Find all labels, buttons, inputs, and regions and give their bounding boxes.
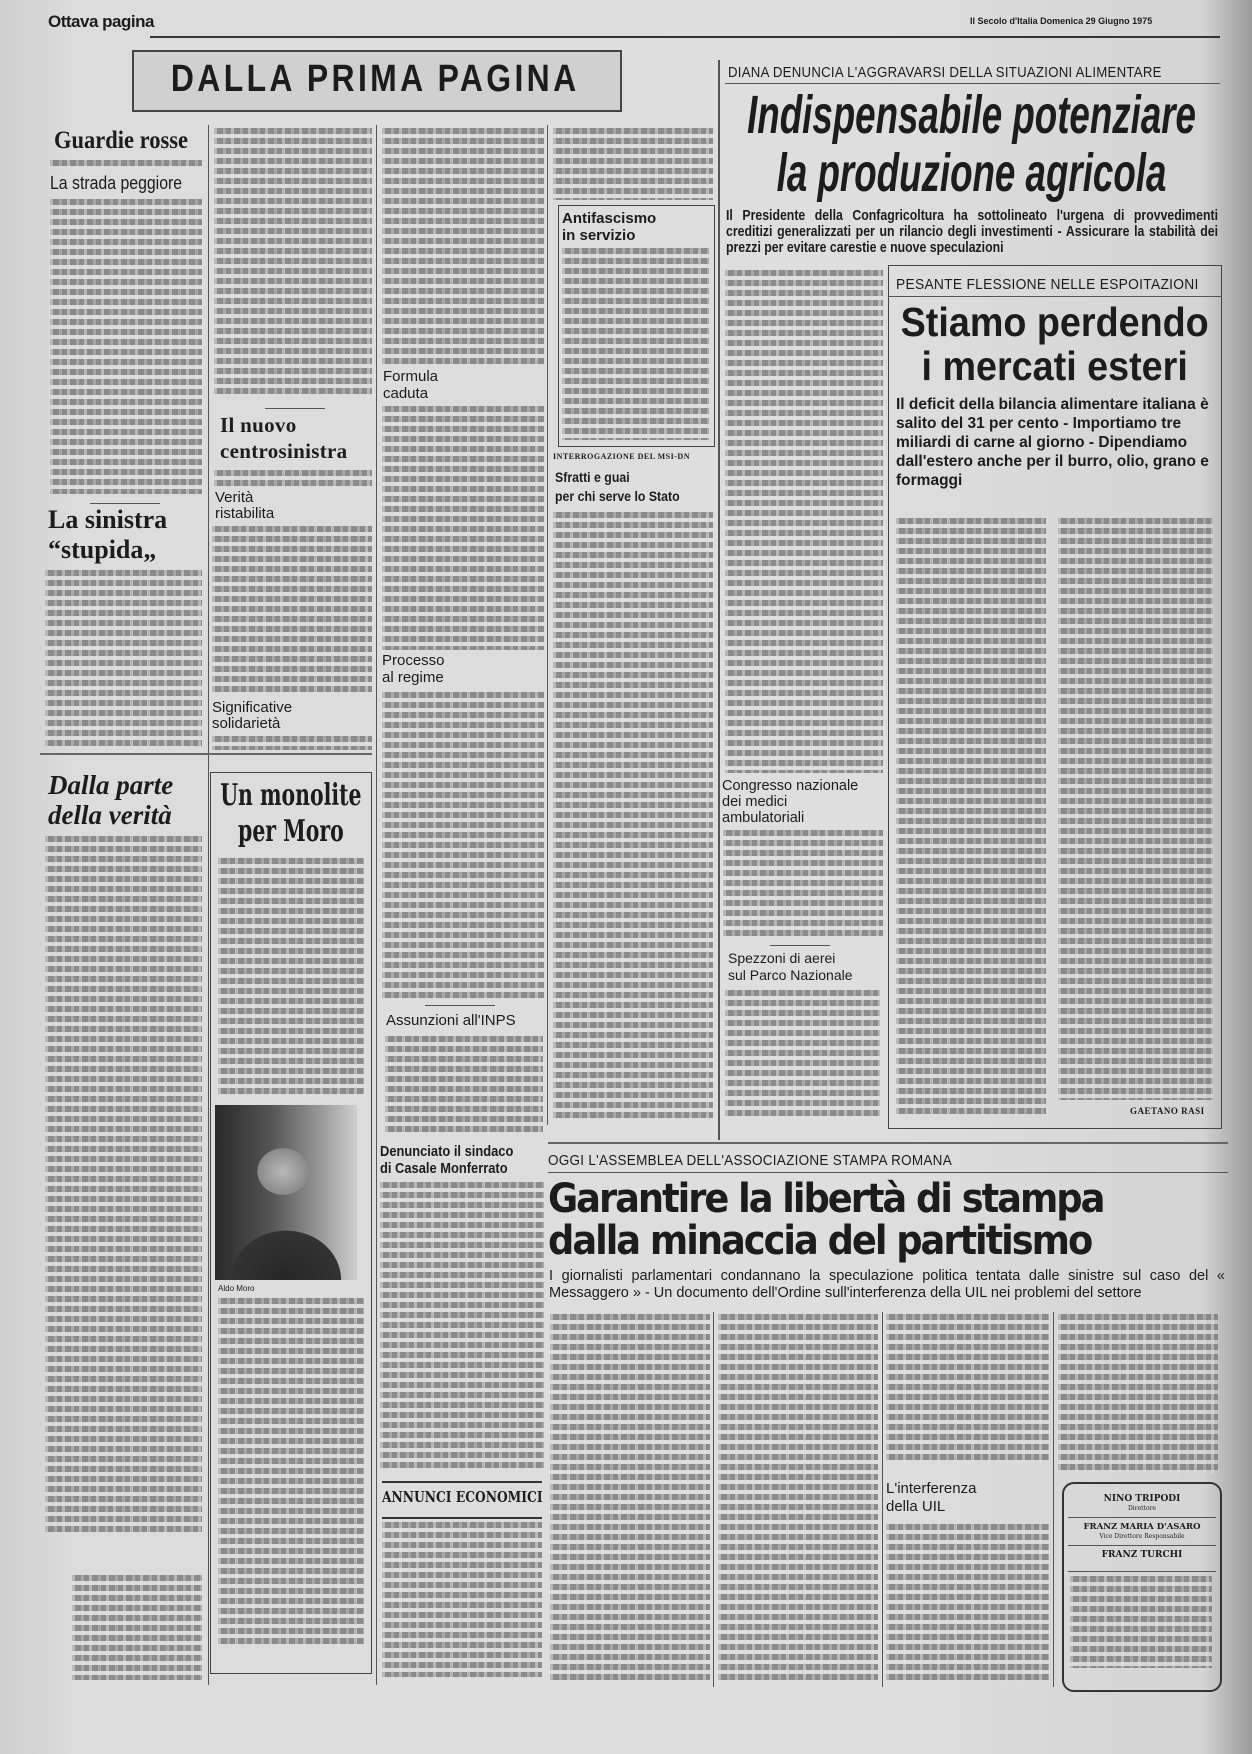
- kicker-diana: DIANA DENUNCIA L'AGGRAVARSI DELLA SITUAZIONI ALIMENTARE: [728, 64, 1162, 81]
- headline-line: della verità: [48, 800, 172, 830]
- article-body-text: [382, 692, 544, 1000]
- kicker-pesante-flessione: PESANTE FLESSIONE NELLE ESPOITAZIONI: [896, 276, 1199, 293]
- lede-press: I giornalisti parlamentari condannano la speculazione politica tentata dalle sinistre sul caso del « Messaggero » - Un documento dell'Ordine sull'interferenza della UIL nei problemi del settore: [549, 1268, 1225, 1301]
- subheading-line: caduta: [383, 385, 429, 402]
- headline-line: Spezzoni di aerei: [728, 950, 836, 966]
- director-name: NINO TRIPODI: [1103, 1494, 1181, 1504]
- co-director-name: FRANZ TURCHI: [1101, 1550, 1183, 1560]
- classifieds-heading: ANNUNCI ECONOMICI: [382, 1488, 543, 1506]
- section-rule: [40, 753, 372, 755]
- article-body-text: [725, 270, 883, 773]
- subheading-interferenza-uil: [886, 1480, 976, 1516]
- headline-line: La sinistra: [48, 505, 168, 534]
- divider: [770, 945, 830, 946]
- headline-line: in servizio: [562, 227, 636, 244]
- article-body-text: [212, 736, 372, 750]
- column-rule: [376, 125, 377, 1685]
- subheading-strada-peggiore: La strada peggiore: [50, 173, 183, 193]
- headline-line: Indispensabile potenziare: [747, 85, 1196, 145]
- headline-line: per Moro: [238, 814, 344, 849]
- headline-line: Garantire la libertà di stampa: [548, 1176, 1104, 1222]
- headline-guardie-rosse: Guardie rosse: [54, 127, 188, 154]
- headline-sfratti: [555, 468, 680, 506]
- headline-dalla-parte: [48, 770, 173, 830]
- headline-spezzoni: [728, 950, 853, 984]
- headline-line: Il nuovo: [220, 413, 297, 437]
- article-body-text: [886, 1524, 1049, 1684]
- paper-date: Il Secolo d'Italia Domenica 29 Giugno 1975: [970, 16, 1153, 26]
- photo-caption: Aldo Moro: [218, 1284, 255, 1293]
- editorial-credits-box: [1062, 1482, 1222, 1692]
- subheading-solidarieta: [212, 700, 292, 732]
- lede-agriculture: Il Presidente della Confagricoltura ha sottolineato l'urgena di provvedimenti creditizi generalizzati per un rilancio degli investimenti - Assicurare la stabilità dei prezzi per evitare carestie e nuove speculazioni: [726, 207, 1218, 256]
- article-body-text: [718, 1314, 878, 1684]
- vice-director-name: FRANZ MARIA D'ASARO: [1083, 1522, 1201, 1532]
- headline-line: la produzione agricola: [776, 143, 1167, 203]
- headline-line: ambulatoriali: [722, 810, 805, 826]
- article-body-text: [380, 1182, 544, 1470]
- subheading-processo-regime: [382, 652, 445, 686]
- headline-line: Dalla parte: [48, 770, 174, 800]
- headline-sinistra-stupida: [48, 505, 167, 565]
- headline-line: sul Parco Nazionale: [728, 967, 853, 983]
- subheading-line: ristabilita: [215, 505, 275, 522]
- subheading-line: solidarietà: [212, 715, 281, 732]
- column-rule: [718, 60, 720, 1140]
- headline-antifascismo: [562, 210, 656, 244]
- divider: [1068, 1571, 1216, 1572]
- article-body-text: [725, 990, 880, 1118]
- headline-line: Stiamo perdendo: [900, 299, 1209, 345]
- kicker-interrogazione: INTERROGAZIONE DEL MSI-DN: [553, 452, 690, 461]
- subheading-line: L'interferenza: [886, 1480, 977, 1497]
- subheading-line: al regime: [382, 669, 444, 686]
- article-body-text: [550, 1314, 710, 1684]
- headline-casale-monferrato: [380, 1143, 513, 1177]
- subheading-verita: [215, 490, 274, 522]
- article-body-text: [212, 526, 372, 694]
- article-body-text: [218, 858, 364, 1096]
- column-rule: [1053, 1312, 1054, 1687]
- article-body-text: [382, 128, 544, 364]
- article-body-text: [553, 128, 713, 200]
- divider: [725, 83, 1220, 84]
- classified-ads-text: [382, 1522, 542, 1677]
- article-body-text: [45, 836, 202, 1533]
- author-signature: GAETANO RASI: [1130, 1106, 1205, 1116]
- article-body-text: [218, 1298, 364, 1648]
- headline-line: centrosinistra: [220, 439, 348, 463]
- headline-stiamo-perdendo: [890, 300, 1219, 388]
- article-body-text: [214, 470, 372, 486]
- divider: [548, 1172, 1228, 1173]
- headline-line: Un monolite: [220, 778, 362, 813]
- article-body-text: [72, 1575, 202, 1680]
- section-rule: [548, 1142, 1228, 1144]
- headline-line: dei medici: [722, 794, 788, 810]
- article-body-text: [723, 830, 883, 940]
- subheading-line: della UIL: [886, 1498, 946, 1515]
- banner-title: DALLA PRIMA PAGINA: [170, 58, 580, 100]
- article-body-text: [1058, 1314, 1218, 1474]
- headline-assunzioni-inps: Assunzioni all'INPS: [386, 1012, 516, 1029]
- headline-line: dalla minaccia del partitismo: [548, 1218, 1092, 1264]
- headline-line: Antifascismo: [562, 210, 657, 227]
- page-label: Ottava pagina: [48, 12, 154, 31]
- article-body-text: [1058, 518, 1213, 1100]
- headline-monolite-moro: [212, 778, 370, 850]
- article-body-text: [553, 512, 713, 1120]
- column-rule: [547, 125, 548, 1125]
- subheading-line: Significative: [212, 699, 293, 716]
- vice-director-role: Vice Direttore Responsabile: [1099, 1533, 1185, 1540]
- headline-nuovo-centrosinistra: [220, 412, 347, 464]
- headline-line: “stupida„: [48, 535, 157, 564]
- headline-congresso: [722, 778, 858, 826]
- headline-line: Congresso nazionale: [722, 778, 859, 794]
- article-body-text: [886, 1314, 1049, 1464]
- lede-exports: Il deficit della bilancia alimentare italiana è salito del 31 per cento - Importiamo tre miliardi di carne al giorno - Dipendiamo dall'estero anche per il burro, olio, grano e formaggi: [896, 396, 1209, 489]
- article-body-text: [50, 160, 202, 170]
- divider: [382, 1517, 542, 1519]
- article-body-text: [214, 128, 372, 398]
- aldo-moro-photo: [215, 1105, 357, 1280]
- article-body-text: [382, 406, 544, 650]
- headline-line: Sfratti e guai: [555, 469, 630, 485]
- column-rule: [208, 125, 209, 1685]
- subheading-line: Processo: [382, 652, 445, 669]
- headline-line: i mercati esteri: [921, 343, 1188, 389]
- headline-garantire: [548, 1178, 1103, 1262]
- subheading-line: Formula: [383, 368, 439, 385]
- subheading-line: Verità: [215, 489, 254, 506]
- divider: [90, 503, 160, 504]
- divider: [265, 408, 325, 409]
- header-rule: [150, 36, 1220, 38]
- divider: [888, 296, 1222, 297]
- article-body-text: [562, 248, 709, 440]
- divider: [1068, 1517, 1216, 1518]
- divider: [425, 1005, 495, 1006]
- article-body-text: [385, 1036, 543, 1134]
- divider: [1068, 1545, 1216, 1546]
- article-body-text: [45, 570, 202, 746]
- column-rule: [882, 1312, 883, 1687]
- publisher-info-text: [1070, 1576, 1212, 1668]
- headline-line: per chi serve lo Stato: [555, 488, 680, 504]
- article-body-text: [896, 518, 1046, 1115]
- kicker-stampa-romana: OGGI L'ASSEMBLEA DELL'ASSOCIAZIONE STAMPA ROMANA: [548, 1152, 952, 1169]
- headline-indispensabile: [724, 86, 1219, 202]
- headline-line: Denunciato il sindaco: [380, 1143, 514, 1160]
- headline-line: di Casale Monferrato: [380, 1160, 508, 1177]
- article-body-text: [50, 199, 202, 494]
- divider: [382, 1481, 542, 1483]
- column-rule: [713, 1312, 714, 1687]
- subheading-formula-caduta: [383, 368, 438, 402]
- director-role: Direttore: [1127, 1505, 1156, 1512]
